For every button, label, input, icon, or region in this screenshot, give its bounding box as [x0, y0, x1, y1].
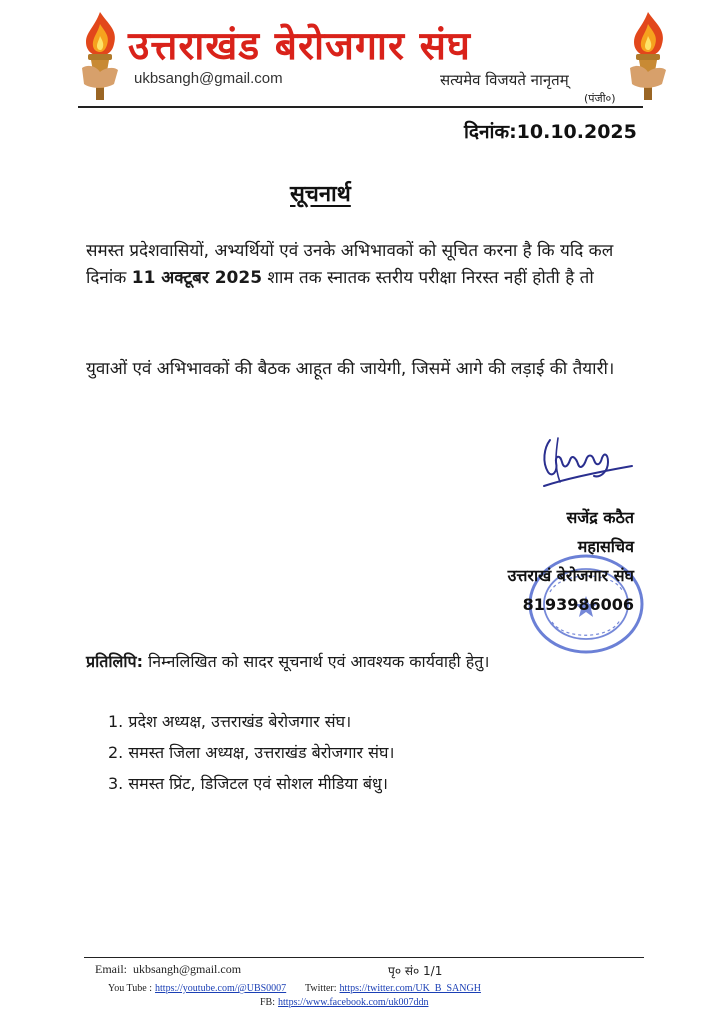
header-email: ukbsangh@gmail.com: [134, 70, 283, 87]
list-item: 1. प्रदेश अध्यक्ष, उत्तराखंड बेरोजगार संघ।: [108, 712, 352, 731]
footer-facebook: [260, 997, 428, 1008]
body-paragraph-1: [86, 238, 642, 292]
twitter-label: Twitter:: [305, 983, 337, 994]
footer-email-label: Email:: [95, 962, 127, 976]
torch-logo-right-icon: [622, 10, 674, 102]
signatory-name: सजेंद्र कठैत: [566, 508, 634, 527]
footer-divider: [84, 957, 644, 958]
list-item: 3. समस्त प्रिंट, डिजिटल एवं सोशल मीडिया बंधु।: [108, 774, 388, 793]
org-name-heading: उत्तराखंड बेरोजगार संघ: [128, 24, 471, 69]
letter-date: दिनांक:10.10.2025: [464, 121, 637, 143]
facebook-link[interactable]: https://www.facebook.com/uk007ddn: [278, 997, 429, 1008]
copy-to-intro: [86, 648, 646, 676]
signatory-designation: महासचिव: [577, 537, 634, 556]
para1-highlight-date: 11 अक्टूबर 2025: [131, 268, 263, 288]
facebook-label: FB:: [260, 997, 276, 1008]
handwritten-signature-icon: [538, 432, 638, 494]
youtube-link[interactable]: https://youtube.com/@UBS0007: [155, 983, 287, 994]
body-paragraph-2: युवाओं एवं अभिभावकों की बैठक आहूत की जायेगी, जिसमें आगे की लड़ाई की तैयारी।: [86, 359, 615, 379]
para1-tail-text: शाम तक स्नातक स्तरीय परीक्षा निरस्त नहीं होती है तो: [262, 268, 594, 288]
header-divider: [78, 106, 643, 108]
youtube-label: You Tube :: [108, 983, 153, 994]
header-motto: सत्यमेव विजयते नानृतम्: [440, 71, 569, 89]
signatory-phone: 8193986006: [522, 595, 634, 614]
twitter-link[interactable]: https://twitter.com/UK_B_SANGH: [339, 983, 481, 994]
copy-recipient-list: [108, 706, 394, 799]
registered-mark: (पंजी०): [584, 92, 616, 105]
copy-to-label: प्रतिलिपि:: [86, 652, 143, 671]
footer-social-links: [108, 983, 481, 994]
list-item: 2. समस्त जिला अध्यक्ष, उत्तराखंड बेरोजगार संघ।: [108, 743, 395, 762]
signatory-block: [508, 503, 634, 619]
copy-to-text: निम्नलिखित को सादर सूचनार्थ एवं आवश्यक कार्यवाही हेतु।: [143, 652, 490, 671]
footer-email: [95, 962, 241, 977]
page-number: पृ० सं० 1/1: [388, 964, 443, 978]
signatory-organization: उत्तराखं बेरोजगार संघ: [507, 566, 634, 585]
footer-email-value: ukbsangh@gmail.com: [133, 962, 242, 976]
notice-title: सूचनार्थ: [290, 182, 351, 207]
para1-lead-text: समस्त प्रदेशवासियों, अभ्यर्थियों एवं उनके अभिभावकों को सूचित करना है कि यदि कल दिनांक: [86, 241, 614, 288]
torch-logo-left-icon: [74, 10, 126, 102]
